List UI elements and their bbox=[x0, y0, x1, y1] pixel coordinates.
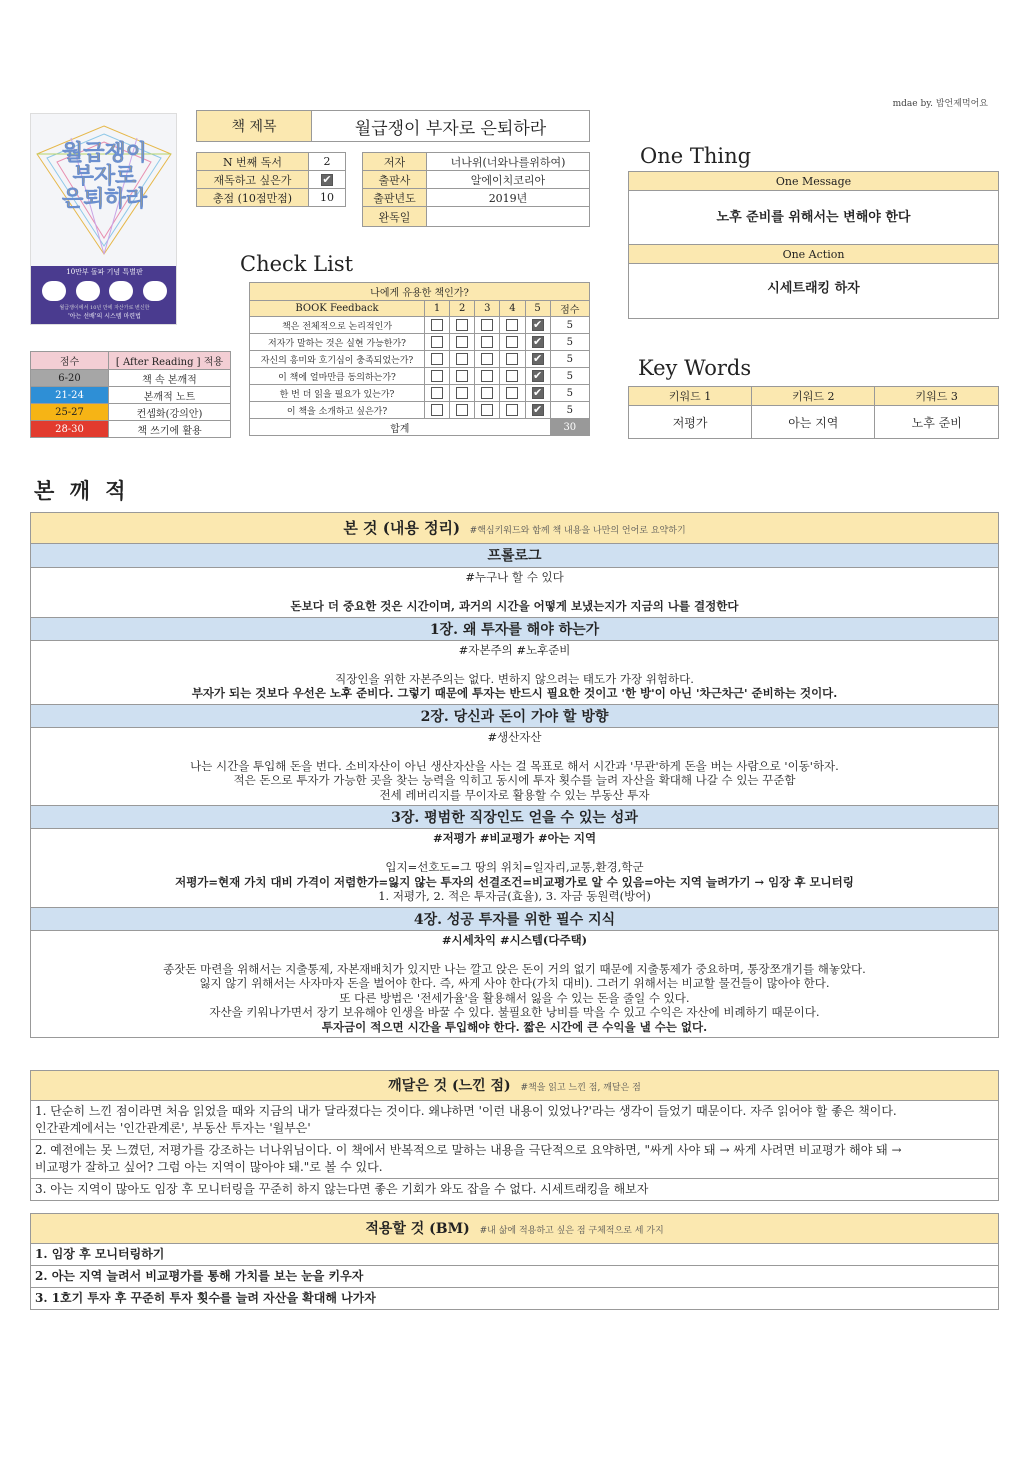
read-count-value: 2 bbox=[309, 153, 346, 171]
chapter-line: 입지=선호도=그 땅의 위치=일자리,교통,환경,학군 bbox=[385, 860, 644, 874]
rating-checkbox-4[interactable] bbox=[506, 370, 518, 382]
score-range: 21-24 bbox=[31, 387, 109, 404]
after-reading-row bbox=[31, 404, 231, 421]
book-cover bbox=[30, 113, 177, 325]
after-action: 본깨적 노트 bbox=[109, 387, 231, 404]
realized-line: 2. 예전에는 못 느꼈던, 저평가를 강조하는 너나위님이다. 이 책에서 반복적으로 말하는 내용을 극단적으로 요약하면, "싸게 사야 돼 → 싸게 사려면 비교평가 해야 돼 → bbox=[35, 1143, 902, 1157]
author-label: 저자 bbox=[363, 153, 427, 171]
realized-line: 인간관계에서는 '인간관계론', 부동산 투자는 '월부은' bbox=[35, 1121, 311, 1135]
chapter-line bbox=[31, 947, 998, 962]
realized-header bbox=[31, 1071, 998, 1101]
rating-checkbox-2[interactable] bbox=[456, 336, 468, 348]
check-list-table bbox=[249, 282, 590, 436]
check-row bbox=[250, 334, 590, 351]
check-list-question: 나에게 유용한 책인가? bbox=[250, 283, 590, 301]
keyword-label-3: 키워드 3 bbox=[875, 387, 999, 406]
book-title-label: 책 제목 bbox=[197, 111, 312, 142]
author-value: 너나위(너와나를위하여) bbox=[427, 153, 590, 171]
chapter-line bbox=[31, 585, 998, 600]
cover-title: 월급쟁이 부자로 은퇴하라 bbox=[61, 141, 147, 212]
check-question: 저자가 말하는 것은 실현 가능한가? bbox=[250, 334, 425, 351]
book-title-table bbox=[196, 110, 590, 142]
chapter-line bbox=[31, 744, 998, 759]
chapter-line: 종잣돈 마련을 위해서는 지출통제, 자본재배치가 있지만 나는 깔고 앉은 돈이 거의 없기 때문에 지출통제가 중요하며, 통장쪼개기를 해놓았다. bbox=[163, 961, 866, 976]
keyword-label-1: 키워드 1 bbox=[629, 387, 752, 406]
book-meta-left bbox=[196, 152, 346, 207]
check-question: 자신의 흥미와 호기심이 충족되었는가? bbox=[250, 351, 425, 368]
row-score: 5 bbox=[550, 334, 589, 351]
rating-checkbox-1[interactable] bbox=[431, 404, 443, 416]
rating-checkbox-3[interactable] bbox=[481, 336, 493, 348]
one-thing-box bbox=[628, 171, 999, 319]
keyword-value-1: 저평가 bbox=[629, 406, 752, 439]
chapter-tags: #누구나 할 수 있다 bbox=[465, 570, 564, 584]
row-score: 5 bbox=[550, 402, 589, 419]
score-range: 28-30 bbox=[31, 421, 109, 438]
rating-checkbox-2[interactable] bbox=[456, 404, 468, 416]
chapter-line: 전세 레버리지를 무이자로 활용할 수 있는 부동산 투자 bbox=[379, 787, 650, 802]
after-action: 책 쓰기에 활용 bbox=[109, 421, 231, 438]
key-words-table bbox=[628, 386, 999, 439]
rating-checkbox-5[interactable]: ✔ bbox=[532, 403, 543, 416]
after-reading-table bbox=[30, 351, 231, 438]
bonkkae-heading: 본 깨 적 bbox=[34, 478, 130, 503]
one-action-value: 시세트래킹 하자 bbox=[767, 281, 860, 296]
chapter-line: 투자금이 적으면 시간을 투입해야 한다. 짧은 시간에 큰 수익을 낼 수는 없다. bbox=[321, 1019, 708, 1034]
chapter-title: 4장. 성공 투자를 위한 필수 지식 bbox=[31, 907, 998, 931]
realized-item bbox=[31, 1140, 998, 1179]
col-4: 4 bbox=[500, 301, 525, 317]
rating-checkbox-4[interactable] bbox=[506, 336, 518, 348]
check-row bbox=[250, 317, 590, 334]
rating-checkbox-4[interactable] bbox=[506, 404, 518, 416]
chapter-body bbox=[31, 641, 998, 704]
after-score-label: 점수 bbox=[31, 352, 109, 370]
chapter-line: 자산을 키워나가면서 장기 보유해야 인생을 바꿀 수 있다. 불필요한 낭비를 막을 수 있고 수익은 자산에 비례하기 때문이다. bbox=[209, 1005, 820, 1019]
keyword-label-2: 키워드 2 bbox=[752, 387, 875, 406]
chapter-line: 1. 저평가, 2. 적은 투자금(효율), 3. 자금 동원력(방어) bbox=[378, 889, 651, 903]
chapter-line: 잃지 않기 위해서는 사자마자 돈을 벌어야 한다. 즉, 싸게 사야 한다(가치 대비). 그러기 위해서는 비교할 물건들이 많아야 한다. bbox=[199, 976, 830, 990]
realized-hint: #책을 읽고 느낀 점, 깨달은 점 bbox=[520, 1083, 641, 1093]
realized-section bbox=[30, 1070, 999, 1201]
rating-checkbox-1[interactable] bbox=[431, 319, 443, 331]
book-meta-right bbox=[362, 152, 590, 227]
col-1: 1 bbox=[425, 301, 450, 317]
chapter-title: 1장. 왜 투자를 해야 하는가 bbox=[31, 617, 998, 641]
row-score: 5 bbox=[550, 317, 589, 334]
rating-checkbox-3[interactable] bbox=[481, 387, 493, 399]
check-question: 책은 전체적으로 논리적인가 bbox=[250, 317, 425, 334]
after-reading-row bbox=[31, 370, 231, 387]
after-apply-label: [ After Reading ] 적용 bbox=[109, 352, 231, 370]
rating-checkbox-5[interactable]: ✔ bbox=[532, 369, 543, 382]
col-5: 5 bbox=[525, 301, 550, 317]
check-question: 이 책에 얼마만큼 동의하는가? bbox=[250, 368, 425, 385]
check-row bbox=[250, 402, 590, 419]
realized-title: 깨달은 것 (느낀 점) bbox=[388, 1078, 511, 1094]
check-row bbox=[250, 368, 590, 385]
rating-checkbox-3[interactable] bbox=[481, 319, 493, 331]
score-range: 25-27 bbox=[31, 404, 109, 421]
rating-checkbox-1[interactable] bbox=[431, 387, 443, 399]
chapter-line bbox=[31, 657, 998, 672]
publisher-label: 출판사 bbox=[363, 171, 427, 189]
check-question: 이 책을 소개하고 싶은가? bbox=[250, 402, 425, 419]
chapter-line: 직장인을 위한 자본주의는 없다. 변하지 않으려는 태도가 가장 위험하다. bbox=[335, 671, 694, 686]
author-credit: mdae by. 밥언제먹어요 bbox=[892, 99, 988, 109]
rating-checkbox-3[interactable] bbox=[481, 404, 493, 416]
feedback-header: BOOK Feedback bbox=[250, 301, 425, 317]
rating-checkbox-3[interactable] bbox=[481, 370, 493, 382]
after-action: 컨셉화(강의안) bbox=[109, 404, 231, 421]
rating-checkbox-2[interactable] bbox=[456, 319, 468, 331]
keyword-value-2: 아는 지역 bbox=[752, 406, 875, 439]
row-score: 5 bbox=[550, 385, 589, 402]
apply-title: 적용할 것 (BM) bbox=[365, 1221, 470, 1237]
rating-checkbox-4[interactable] bbox=[506, 353, 518, 365]
apply-header bbox=[31, 1214, 998, 1244]
seen-hint: #핵심키워드와 함께 책 내용을 나만의 언어로 요약하기 bbox=[469, 526, 686, 536]
done-value bbox=[427, 207, 590, 227]
cover-banner: 10만부 돌파 기념 특별판 bbox=[31, 266, 177, 278]
rating-checkbox-2[interactable] bbox=[456, 353, 468, 365]
total-label: 합계 bbox=[250, 419, 551, 436]
apply-item: 3. 1호기 투자 후 꾸준히 투자 횟수를 늘려 자산을 확대해 나가자 bbox=[35, 1291, 376, 1305]
rating-checkbox-5[interactable]: ✔ bbox=[532, 386, 543, 399]
chapter-tags: #저평가 #비교평가 #아는 지역 bbox=[432, 831, 597, 845]
score-value: 10 bbox=[309, 189, 346, 207]
read-count-label: N 번째 독서 bbox=[197, 153, 309, 171]
check-question: 한 번 더 읽을 필요가 있는가? bbox=[250, 385, 425, 402]
apply-section bbox=[30, 1213, 999, 1310]
chapter-line: 또 다른 방법은 '전세가율'을 활용해서 잃을 수 있는 돈을 줄일 수 있다. bbox=[339, 990, 690, 1005]
after-reading-row bbox=[31, 387, 231, 404]
publisher-value: 알에이치코리아 bbox=[427, 171, 590, 189]
row-score: 5 bbox=[550, 368, 589, 385]
chapter-line: 부자가 되는 것보다 우선은 노후 준비다. 그렇기 때문에 투자는 반드시 필요한 것이고 '한 방'이 아닌 '차근차근' 준비하는 것이다. bbox=[191, 686, 838, 700]
reread-label: 재독하고 싶은가 bbox=[197, 171, 309, 189]
after-reading-row bbox=[31, 421, 231, 438]
year-value: 2019년 bbox=[427, 189, 590, 207]
chapter-title: 프롤로그 bbox=[31, 544, 998, 568]
chapter-tags: #시세차익 #시스템(다주택) bbox=[441, 932, 588, 947]
chapter-body bbox=[31, 829, 998, 907]
cover-bottom: 월급쟁이에서 10년 만에 자산가로 변신한 '아는 선배'의 시스템 마련법 bbox=[31, 278, 177, 325]
apply-item: 2. 아는 지역 늘려서 비교평가를 통해 가치를 보는 눈을 키우자 bbox=[31, 1266, 998, 1288]
realized-item bbox=[31, 1101, 998, 1140]
rating-checkbox-1[interactable] bbox=[431, 336, 443, 348]
rating-checkbox-4[interactable] bbox=[506, 319, 518, 331]
one-thing-heading: One Thing bbox=[640, 144, 752, 168]
chapter-title: 3장. 평범한 직장인도 얻을 수 있는 성과 bbox=[31, 805, 998, 829]
rating-checkbox-4[interactable] bbox=[506, 387, 518, 399]
rating-checkbox-2[interactable] bbox=[456, 387, 468, 399]
rating-checkbox-2[interactable] bbox=[456, 370, 468, 382]
book-title-value: 월급쟁이 부자로 은퇴하라 bbox=[312, 111, 590, 142]
rating-checkbox-3[interactable] bbox=[481, 353, 493, 365]
col-2: 2 bbox=[450, 301, 475, 317]
one-action-label: One Action bbox=[629, 245, 998, 264]
one-message-value: 노후 준비를 위해서는 변해야 한다 bbox=[629, 191, 998, 245]
chapter-tags: #자본주의 #노후준비 bbox=[458, 642, 571, 657]
seen-header bbox=[31, 513, 998, 544]
chapter-line bbox=[31, 846, 998, 861]
realized-line: 3. 아는 지역이 많아도 임장 후 모니터링을 꾸준히 하지 않는다면 좋은 기회가 와도 잡을 수 없다. 시세트래킹을 해보자 bbox=[35, 1182, 649, 1196]
seen-section bbox=[30, 512, 999, 1038]
chapter-line: 돈보다 더 중요한 것은 시간이며, 과거의 시간을 어떻게 보냈는지가 지금의 나를 결정한다 bbox=[290, 599, 739, 613]
chapter-body bbox=[31, 728, 998, 806]
realized-line: 1. 단순히 느낀 점이라면 처음 읽었을 때와 지금의 내가 달라졌다는 것이다. 왜냐하면 '이런 내용이 있었나?'라는 생각이 들었기 때문이다. 자주 읽어야 할 좋은 책이다. bbox=[35, 1104, 897, 1118]
chapter-line: 적은 돈으로 투자가 가능한 곳을 찾는 능력을 익히고 동시에 투자 횟수를 늘려 자산을 확대해 나갈 수 있는 꾸준함 bbox=[233, 773, 796, 787]
year-label: 출판년도 bbox=[363, 189, 427, 207]
check-row bbox=[250, 351, 590, 368]
keyword-value-3: 노후 준비 bbox=[875, 406, 999, 439]
chapter-body bbox=[31, 568, 998, 617]
score-label: 총점 (10점만점) bbox=[197, 189, 309, 207]
realized-line: 비교평가 잘하고 싶어? 그럼 아는 지역이 많아야 돼."로 볼 수 있다. bbox=[35, 1160, 383, 1174]
check-list-heading: Check List bbox=[240, 252, 354, 276]
apply-hint: #내 삶에 적용하고 싶은 점 구체적으로 세 가지 bbox=[479, 1226, 664, 1236]
total-value: 30 bbox=[550, 419, 589, 436]
rating-checkbox-5[interactable]: ✔ bbox=[532, 335, 543, 348]
col-3: 3 bbox=[475, 301, 500, 317]
rating-checkbox-5[interactable]: ✔ bbox=[532, 352, 543, 365]
chapter-line: 저평가=현재 가치 대비 가격이 저렴한가=잃지 않는 투자의 선결조건=비교평가로 알 수 있음=아는 지역 늘려가기 → 임장 후 모니터링 bbox=[175, 874, 854, 889]
rating-checkbox-1[interactable] bbox=[431, 353, 443, 365]
chapter-title: 2장. 당신과 돈이 가야 할 방향 bbox=[31, 704, 998, 728]
chapter-body bbox=[31, 931, 998, 1038]
realized-item bbox=[31, 1179, 998, 1200]
chapter-tags: #생산자산 bbox=[487, 729, 542, 744]
score-range: 6-20 bbox=[31, 370, 109, 387]
reread-checkbox[interactable]: ✔ bbox=[322, 173, 332, 186]
chapter-line: 나는 시간을 투입해 돈을 번다. 소비자산이 아닌 생산자산을 사는 걸 목표로 해서 시간과 '무관'하게 돈을 버는 사람으로 '이동'하자. bbox=[190, 758, 839, 773]
rating-checkbox-5[interactable]: ✔ bbox=[532, 318, 543, 331]
after-action: 책 속 본깨적 bbox=[109, 370, 231, 387]
rating-checkbox-1[interactable] bbox=[431, 370, 443, 382]
seen-title: 본 것 (내용 정리) bbox=[343, 519, 461, 537]
row-score: 5 bbox=[550, 351, 589, 368]
done-label: 완독일 bbox=[363, 207, 427, 227]
score-col: 점수 bbox=[550, 301, 589, 317]
check-row bbox=[250, 385, 590, 402]
apply-item: 1. 임장 후 모니터링하기 bbox=[31, 1244, 998, 1266]
one-message-label: One Message bbox=[629, 172, 998, 191]
key-words-heading: Key Words bbox=[638, 356, 752, 380]
